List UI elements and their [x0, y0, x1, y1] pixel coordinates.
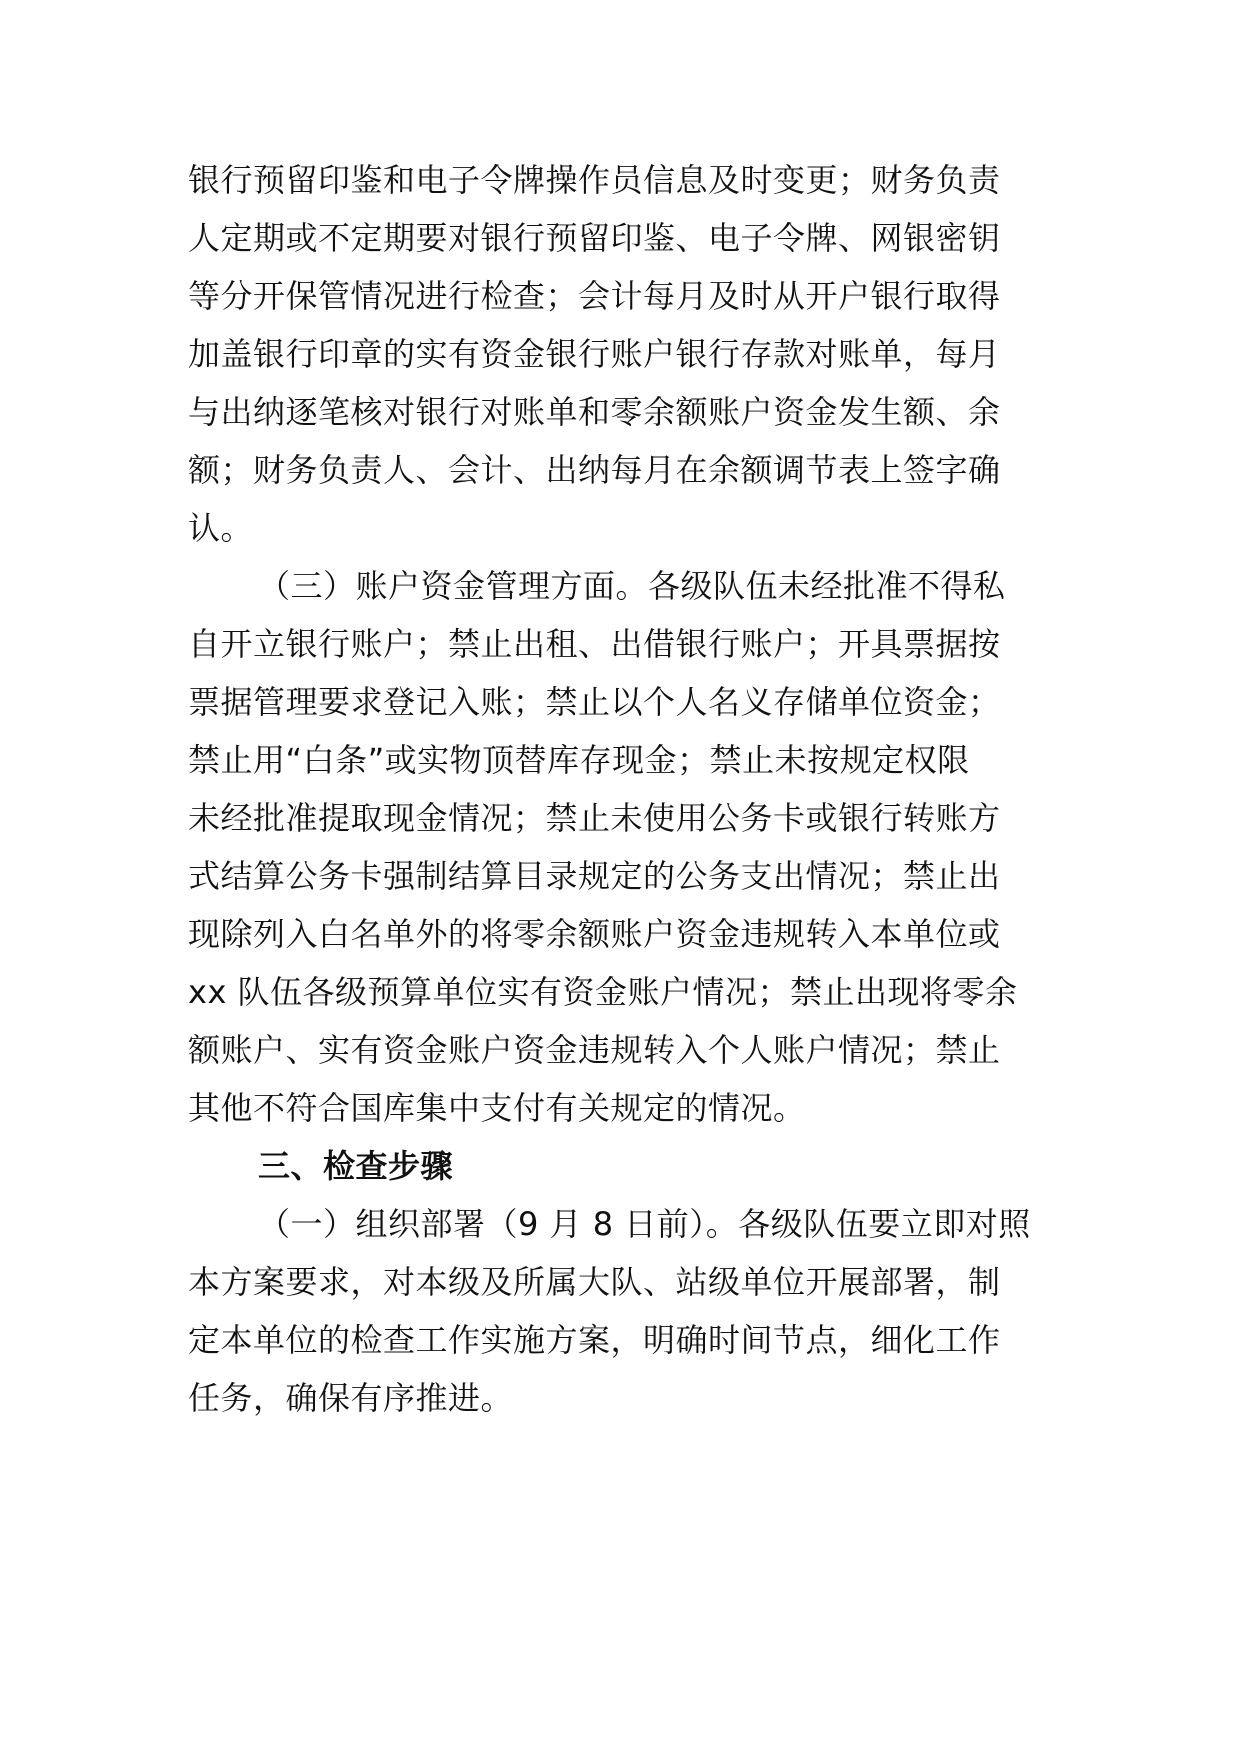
text-line: 额；财务负责人、会计、出纳每月在余额调节表上签字确 — [188, 451, 1001, 489]
text-line: 银行预留印鉴和电子令牌操作员信息及时变更；财务负责 — [188, 161, 1001, 199]
text-line: 人定期或不定期要对银行预留印鉴、电子令牌、网银密钥 — [188, 219, 1001, 257]
text-line: 加盖银行印章的实有资金银行账户银行存款对账单，每月 — [188, 335, 1001, 373]
paragraph-heading-line: （一）组织部署（9 月 8 日前）。各级队伍要立即对照 — [258, 1205, 1031, 1243]
text-line: 禁止用“白条”或实物顶替库存现金；禁止未按规定权限 — [188, 741, 970, 779]
text-line: 任务，确保有序推进。 — [188, 1379, 514, 1417]
text-line: xx 队伍各级预算单位实有资金账户情况；禁止出现将零余 — [188, 973, 1018, 1011]
text-line: 未经批准提取现金情况；禁止未使用公务卡或银行转账方 — [188, 799, 1001, 837]
text-line: 本方案要求，对本级及所属大队、站级单位开展部署，制 — [188, 1263, 1001, 1301]
text-line: 式结算公务卡强制结算目录规定的公务支出情况；禁止出 — [188, 857, 1001, 895]
text-line: 额账户、实有资金账户资金违规转入个人账户情况；禁止 — [188, 1031, 1001, 1069]
text-line: 票据管理要求登记入账；禁止以个人名义存储单位资金； — [188, 683, 1001, 721]
text-line: 认。 — [188, 509, 254, 547]
section-heading: 三、检查步骤 — [258, 1147, 454, 1185]
paragraph-heading-line: （三）账户资金管理方面。各级队伍未经批准不得私 — [258, 567, 1006, 605]
text-line: 等分开保管情况进行检查；会计每月及时从开户银行取得 — [188, 277, 1001, 315]
text-line: 现除列入白名单外的将零余额账户资金违规转入本单位或 — [188, 915, 1001, 953]
text-line: 定本单位的检查工作实施方案，明确时间节点，细化工作 — [188, 1321, 1001, 1359]
text-line: 其他不符合国库集中支付有关规定的情况。 — [188, 1089, 806, 1127]
text-line: 自开立银行账户；禁止出租、出借银行账户；开具票据按 — [188, 625, 1001, 663]
text-line: 与出纳逐笔核对银行对账单和零余额账户资金发生额、余 — [188, 393, 1001, 431]
